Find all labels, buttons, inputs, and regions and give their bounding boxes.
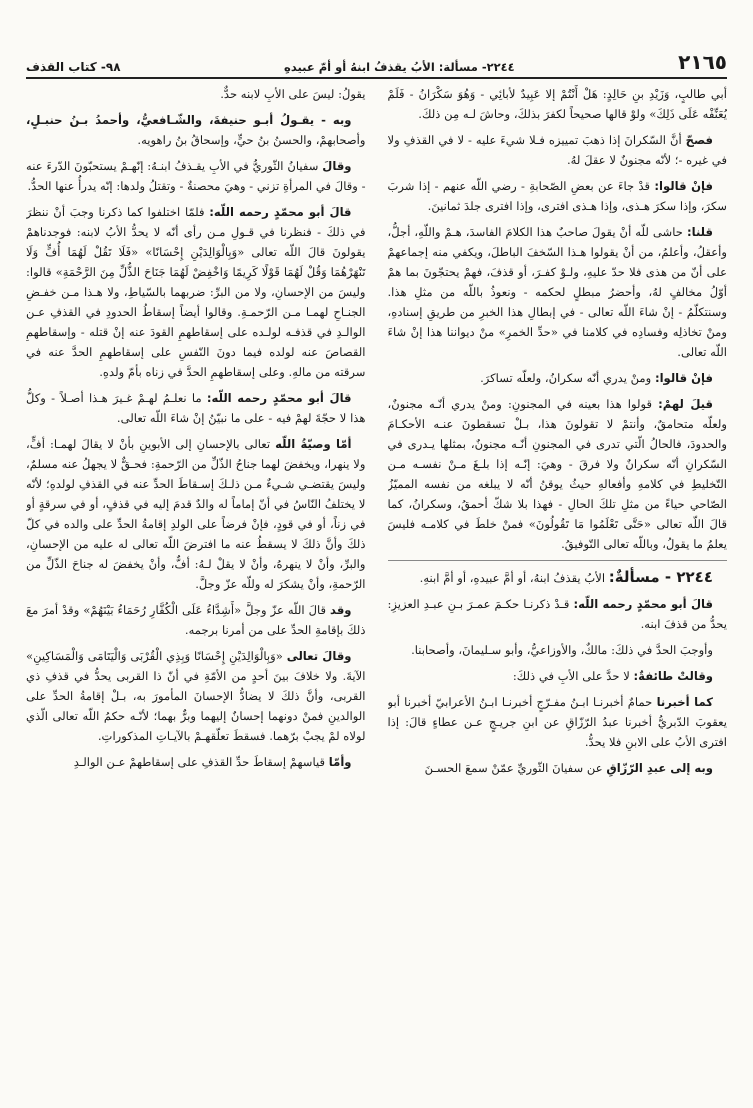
paragraph-text: يقولُ: ليسَ على الأبِ لابنه حدٌّ. (220, 87, 366, 101)
paragraph-text: سفيانُ الثّوريُّ في الأبِ يقـذفُ ابنـهُ: إنّهـمْ يستحبّونَ الدّرءَ عنه - وقالَ في المرأةِ تزني - وهيَ محصنةٌ - وتقتلُ ولدها: إنّه يدرأُ عنها الحدُّ. (26, 159, 366, 193)
paragraph-text: الأبُ يقذفُ ابنهُ، أو أمَّ عبيدهِ، أو أمَّ ابنهِ. (419, 571, 606, 585)
paragraph (388, 176, 728, 216)
paragraph-lead: ٢٢٤٤ - مسألةٌ: (608, 568, 713, 586)
paragraph-text: قولوا هذا بعينه في المجنونِ: ومنْ يدري أنّـه مجنونٌ، ولعلّه متحامقٌ، وأنتمْ لا تقولونَ هذا، بـلْ تسقطونَ عنـه الأحكـامَ والحدودَ، فالحالُ الّتي تدرى في المجنونِ أنّـه مجنونٌ، بمثلها يـدرى في السّكرانِ أنّه سكرانٌ ولا فرقَ - وهيَ: إنّـه إذا بلـغَ مـنْ نفسـه مـن التّخليطِ في كلامهِ وأفعالهِ حيثُ يوقنُ أنّه لا يبلغه من نفسه المميّزُ الصّاحي حياءً من مثلِ تلكَ الحالِ - فهذا بلا شكّ أحمقُ، وسكرانُ، كما قالَ اللّه تعالى «حَتَّى تَعْلَمُوا مَا تَقُولُونَ» فمنْ خلطَ في كلامـه فليسَ يعلمُ ما يقولُ، وباللّه تعالى التّوفيقُ. (387, 397, 727, 551)
page-number: ٢١٦٥ (678, 50, 727, 74)
paragraph-lead: كما أخبرنا (656, 695, 714, 709)
paragraph-lead: أمّا وصيّةُ اللّه (275, 437, 352, 451)
page-header (26, 44, 727, 79)
paragraph-text: ما نعلـمُ لهـمْ غـيرَ هـذا أصـلاً - وكلُّ هذا لا حجّةَ لهمْ فيه - على ما نبيّنُ إنْ شاءَ اللّه تعالى. (26, 391, 366, 425)
paragraph (26, 110, 366, 150)
paragraph-lead: فإنْ قالوا: (654, 371, 713, 385)
paragraph (388, 594, 728, 634)
paragraph-lead: قيلَ لهمْ: (658, 397, 713, 411)
paragraph (388, 84, 728, 124)
paragraph-text: قدْ جاءَ عن بعضِ الصّحابةِ - رضي اللّه عنهم - إذا شربَ سكرَ، وإذا سكرَ هـذى، وإذا هـذى افترى، وإذا افترى جلدَ ثمانينَ. (387, 179, 727, 213)
paragraph-text: حمامٌ أخبرنـا ابـنُ مفـرّجٍ أخبرنـا ابـنُ الأعرابيّ أخبرنا أبو يعقوبَ الدّبريُّ أخبرنا عبدُ الرّزّاقِ عن ابنِ جريـجٍ عـن عطاءٍ قالَ: إذا افترى الأبُ على الابنِ فلا يحدُّ. (387, 695, 727, 749)
paragraph-text: وأوجبَ الحدَّ في ذلكَ: مالكٌ، والأوزاعيُّ، وأبو سـليمانَ، وأصحابنا. (411, 643, 713, 657)
paragraph-lead: وقد (330, 603, 352, 617)
right-column (388, 84, 728, 1092)
paragraph (26, 752, 366, 772)
paragraph-text: أبي طالبٍ، وَزَيْدِ بنِ حَالِدٍ: هَلْ أَنْتُمْ إلا عَبِيدٌ لأبائِي - وَهُوَ سَكْرَانُ - فَلَمْ يُعَنِّفْه عَلَى ذَلِكَ» ولوْ قالها صحيحاً لكفرَ بذلكَ، وحاشَ لـه مِن ذلكَ. (387, 87, 727, 121)
paragraph-lead: قالَ أبو محمّدٍ رحمه اللّه: (209, 205, 352, 219)
paragraph (388, 394, 728, 554)
paragraph-lead: فصحّ (685, 133, 714, 147)
paragraph-lead: وبه - يقـولُ أبـو حنيفةَ، والشّـافعيُّ، وأحمدُ بـنُ حنبـلٍ، (26, 113, 352, 127)
paragraph (26, 388, 366, 428)
paragraph-text: وأصحابهمْ، والحسنُ بنُ حيٍّ، وإسحاقُ بنُ راهويه. (137, 133, 366, 147)
paragraph (388, 640, 728, 660)
paragraph-text: أنَّ السّكرانَ إذا ذهبَ تمييزه فـلا شيءَ عليه - لا في القذفِ ولا في غيره -؛ لأنّه مجنونٌ لا عقلَ لهُ. (387, 133, 727, 167)
paragraph-lead: قالَ أبو محمّدٍ رحمه اللّه: (573, 597, 714, 611)
paragraph (26, 646, 366, 746)
paragraph (26, 84, 366, 104)
paragraph-text: عن سفيانَ الثّوريِّ عمّنْ سمعَ الحسـنَ (424, 761, 603, 775)
paragraph-lead: وقالَ تعالى (286, 649, 352, 663)
paragraph (388, 368, 728, 388)
paragraph-text: لا حدَّ على الأبِ في ذلكَ: (512, 669, 630, 683)
paragraph-lead: وأمّا (328, 755, 352, 769)
paragraph (388, 758, 728, 778)
paragraph (26, 156, 366, 196)
paragraph (388, 222, 728, 362)
paragraph-lead: وقالَ (322, 159, 352, 173)
paragraph (388, 692, 728, 752)
paragraph-lead: قالَ أبو محمّدٍ رحمه اللّه: (206, 391, 352, 405)
paragraph-text: تعالى بالإحسانِ إلى الأبوينِ بأنْ لا يقالَ لهمـا: أفٍّ، ولا ينهرا، ويخفضَ لهما جناحُ الذّلِّ من الرّحمةِ: فحـقٌّ لا يجهلُ عنه مسلمٌ، وليسَ يقتضـي شـيءٌ مـن ذلـكَ إسـقاطَ الحدِّ عنه في القذفِ لولدهِ؛ لأنّه لا يختلفُ النّاسُ في أنّ إماماً له والدٌ قدمَ إليه في قذفٍ، أو في سرقةٍ أو في زناً، أو في قودٍ، فإنْ فرضاً على الولدِ إقامةُ الحدِّ على والده في كلّ ذلكَ وأنَّ ذلكَ لا يسقطُ عنه ما افترضَ اللّه تعالى له عليه من الإحسانِ، والبرِّ، وأنْ لا ينهرهُ، وأنْ لا يقلْ لـهُ: أفٌّ، وأنْ يخفضَ له جناحَ الذّلِّ من الرّحمةِ، وأنْ يشكرَ له وللّه عزّ وجلَّ. (26, 437, 366, 591)
paragraph-text: ومنْ يدري أنّه سكرانُ، ولعلّه تساكرَ. (480, 371, 652, 385)
paragraph-text: قـدْ ذكرنـا حكـمَ عمـرَ بـنِ عبـدِ العزيزِ: يحدُّ من قذفَ ابنه. (387, 597, 727, 631)
paragraph (388, 666, 728, 686)
paragraph-text: قالَ اللّه عزّ وجلَّ «أَشِدَّاءُ عَلَى الْكُفَّارِ رُحَمَاءُ بَيْنَهُمْ» وقدْ أمرَ معَ ذلكَ بإقامةِ الحدِّ على من أمرنا برجمه. (26, 603, 366, 637)
paragraph-lead: فإنْ قالوا: (654, 179, 713, 193)
paragraph (26, 202, 366, 382)
paragraph-lead: وبه إلى عبدِ الرّزّاقِ (606, 761, 713, 775)
paragraph (26, 434, 366, 594)
paragraph-lead: قلنا: (686, 225, 713, 239)
text-columns (26, 84, 727, 1092)
paragraph-text: حاشى للّه أنْ يقولَ صاحبٌ هذا الكلامَ الفاسدَ، هـمْ واللّهِ، أجلُّ، وأعقلُ، وأعلمُ، من أنْ يقولوا هـذا السّخفَ الباطلَ، ويكفي منه إجماعهمْ على أنّ من هذى فلا حدّ عليهِ، ولـوْ كفـرَ، أو قذفَ، فهمْ يحتجّونَ بما همْ أوّلُ مخالفٍ لهُ، وأحضرُ مبطلٍ لحكمه - ونعوذُ باللّه من مثلِ هذا. وسنتكلّمُ - إنْ شاءَ اللّه تعالى - في إبطالِ هذا الخبرِ من طريقِ إسنادهِ، ومنْ تخاذلِه وفسادِه في كلامنا في «حدِّ الخمرِ» منْ ديواننا هذا إنْ شاءَ اللّه تعالى. (387, 225, 727, 359)
left-column (26, 84, 366, 1092)
paragraph-text: فلمّا اختلفوا كما ذكرنا وجبَ أنْ ننظرَ في ذلكَ - فنظرنا في قـولِ مـن رأى أنّه لا يحدُّ الأبُ لابنه: فوجدناهمْ يقولونَ قالَ اللّه تعالى «وَبِالْوَالِدَيْنِ إِحْسَانًا» «فَلَا تَقُلْ لَهُمَا أُفٍّ وَلَا تَنْهَرْهُمَا وَقُلْ لَهُمَا قَوْلًا كَرِيمًا وَاخْفِضْ لَهُمَا جَنَاحَ الذُّلِّ مِنَ الرَّحْمَةِ» قالوا: وليسَ من الإحسانِ، ولا من البرِّ: ضربهما بالسّياطِ، ولا هـذا مـن خفـضِ الجنـاحِ لهمـا مـن الرّحمـةِ. وقالوا أيضاً إسقاطُ الحدودِ في القذفِ عـن الوالـدِ في قذفـه لولـده على إسقاطهمِ القودَ عنه إنْ قتله - وإسقاطهمِ القصاصَ عنه لولده فيما دونَ النّفسِ على إسقاطهمِ الحدَّ عنه في سرقته من مالهِ. وعلى إسقاطهمِ الحدَّ في زناه بأمّ ولدهِ. (26, 205, 366, 379)
paragraph-text: قياسهمْ إسقاطَ حدِّ القذفِ على إسقاطهمْ عـن الوالـدِ (73, 755, 326, 769)
running-title: ٢٢٤٤- مسألة: الأبُ يقذفُ ابنهُ أو أمّ عبيدهِ (284, 60, 515, 74)
paragraph-text: «وَبِالْوَالِدَيْنِ إِحْسَانًا وَبِذِي الْقُرْبَى وَالْيَتَامَى وَالْمَسَاكِينِ» الآيةَ. ولا خلافَ بينَ أحدٍ من الأمّةِ في أنّ ذا القربى يحدُّ في قذفِ ذي القربى، وأنَّ ذلكَ لا يضادُّ الإحسانَ المأمورَ به، بـلْ إقامةُ الحدِّ على الوالدينِ فمنْ دونهما إحسانٌ إليهما وبرٌّ بهما؛ لأنّـه حكمُ اللّه تعالى الّذي لولاه لمْ يجبْ برّهما. فسقطَ تعلّقهـمْ بالآيـاتِ المذكوراتِ. (26, 649, 366, 743)
section-divider (388, 560, 728, 561)
book-reference: ٩٨- كتاب القذف (26, 60, 121, 74)
paragraph (26, 600, 366, 640)
paragraph (388, 130, 728, 170)
paragraph (388, 567, 728, 588)
paragraph-lead: وقالتْ طائفةٌ: (633, 669, 713, 683)
